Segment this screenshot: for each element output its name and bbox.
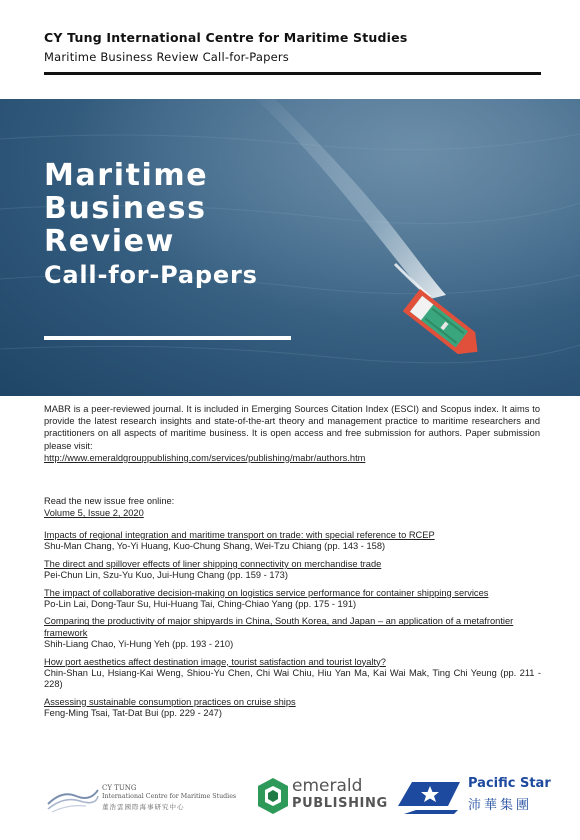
article-title-link[interactable]: Comparing the productivity of major shipyards in China, South Korea, and Japan – an application of a metafrontier framework xyxy=(44,616,514,638)
article-title-link[interactable]: The direct and spillover effects of liner shipping connectivity on merchandise trade xyxy=(44,558,382,569)
hero-title xyxy=(44,159,258,290)
hero-cfp-line: Call-for-Papers xyxy=(44,261,258,289)
article-authors: Shih-Liang Chao, Yi-Hung Yeh (pp. 193 - 210) xyxy=(44,639,234,650)
article-title-link[interactable]: How port aesthetics affect destination image, tourist satisfaction and tourist loyalty? xyxy=(44,656,386,667)
submission-link[interactable]: http://www.emeraldgrouppublishing.com/services/publishing/mabr/authors.htm xyxy=(44,452,366,463)
header-divider xyxy=(44,72,541,75)
emerald-gem-icon xyxy=(256,776,290,816)
article-item xyxy=(44,530,541,553)
pacific-star-name: Pacific Star xyxy=(468,776,551,791)
intro-paragraph xyxy=(44,403,540,464)
org-subtitle: Maritime Business Review Call-for-Papers xyxy=(44,50,289,64)
hero-divider xyxy=(44,336,291,340)
hero-title-line: Business xyxy=(44,191,207,226)
cytung-subtitle: International Centre for Maritime Studies xyxy=(102,793,237,800)
article-item xyxy=(44,657,541,691)
org-header xyxy=(44,30,544,64)
pacific-star-logo xyxy=(398,776,551,816)
article-item xyxy=(44,697,541,720)
article-title-link[interactable]: Assessing sustainable consumption practices on cruise ships xyxy=(44,696,296,707)
org-title: CY Tung International Centre for Maritime Studies xyxy=(44,30,408,45)
cytung-name: CY TUNG xyxy=(102,784,137,792)
article-authors: Pei-Chun Lin, Szu-Yu Kuo, Jui-Hung Chang (pp. 159 - 173) xyxy=(44,570,288,581)
intro-text: MABR is a peer-reviewed journal. It is included in Emerging Sources Citation Index (ESCI) and Scopus index. It aims to provide the latest research insights and state-of-the-art theory and management practice to maritime researchers and practitioners on all aspects of maritime business. It is open access and free submission for authors. Paper submission please visit: xyxy=(44,404,540,451)
article-authors: Shu-Man Chang, Yo-Yi Huang, Kuo-Chung Shang, Wei-Tzu Chiang (pp. 143 - 158) xyxy=(44,541,386,552)
emerald-logo xyxy=(256,772,388,818)
pacific-star-chinese: 沛華集團 xyxy=(468,798,533,813)
article-title-link[interactable]: The impact of collaborative decision-making on logistics service performance for container shipping services xyxy=(44,587,489,598)
article-list xyxy=(44,530,541,726)
article-item xyxy=(44,559,541,582)
star-ship-icon xyxy=(398,776,464,816)
emerald-publishing-text: PUBLISHING xyxy=(292,796,388,811)
article-item xyxy=(44,588,541,611)
article-authors: Chin-Shan Lu, Hsiang-Kai Weng, Shiou-Yu Chen, Chi Wai Chiu, Hiu Yan Ma, Kai Wai Mak, Ting Chi Yeung (pp. 211 - 228) xyxy=(44,668,541,690)
hero-title-line: Maritime xyxy=(44,158,209,193)
issue-lead-text: Read the new issue free online: xyxy=(44,496,175,506)
wave-icon xyxy=(46,784,100,814)
article-authors: Po-Lin Lai, Dong-Taur Su, Hui-Huang Tai, Ching-Chiao Yang (pp. 175 - 191) xyxy=(44,599,357,610)
article-item xyxy=(44,616,541,650)
cytung-chinese-name: 董浩雲國際海事研究中心 xyxy=(102,803,185,811)
cytung-logo xyxy=(46,782,236,816)
issue-link[interactable]: Volume 5, Issue 2, 2020 xyxy=(44,508,144,518)
sponsor-footer xyxy=(0,770,580,830)
emerald-wordmark: emerald xyxy=(292,776,363,796)
hero-title-line: Review xyxy=(44,224,175,259)
article-authors: Feng-Ming Tsai, Tat-Dat Bui (pp. 229 - 247) xyxy=(44,708,222,719)
hero-banner xyxy=(0,99,580,396)
article-title-link[interactable]: Impacts of regional integration and maritime transport on trade: with special reference to RCEP xyxy=(44,530,435,540)
